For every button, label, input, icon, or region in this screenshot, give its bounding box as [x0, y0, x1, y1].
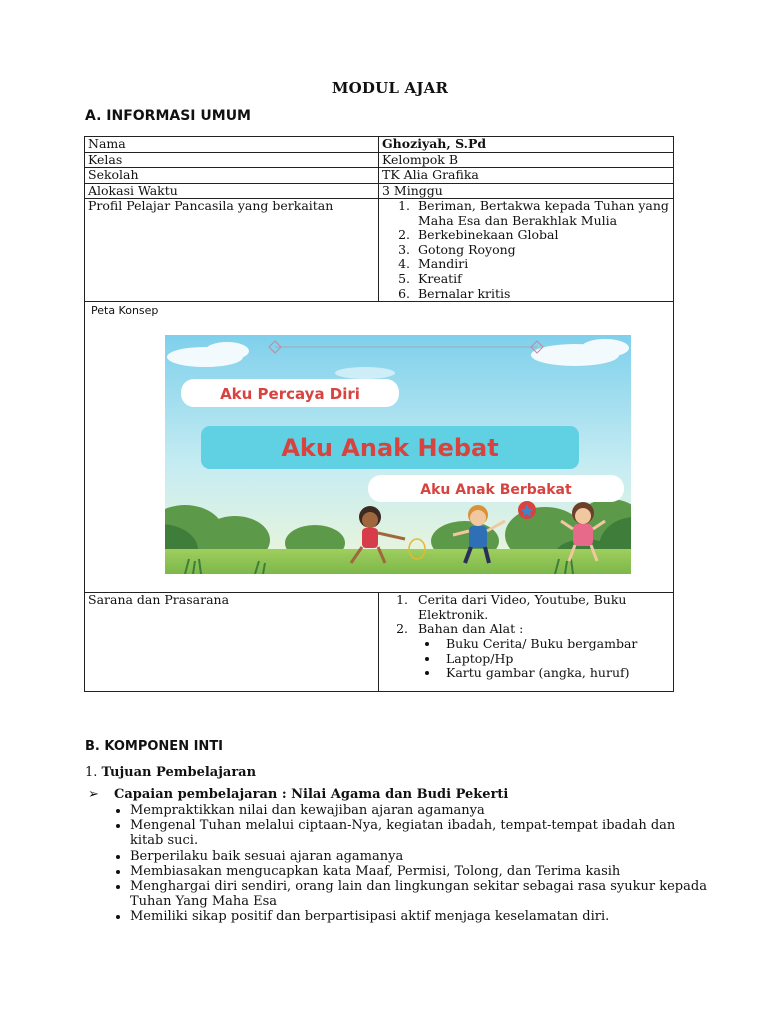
peta-konsep-cell: [85, 302, 674, 593]
list-item: • Menghargai diri sendiri, orang lain dan lingkungan sekitar sebagai rasa syukur kepada Tuhan Yang Maha Esa: [130, 879, 710, 909]
list-item: • Membiasakan mengucapkan kata Maaf, Permisi, Tolong, dan Terima kasih: [130, 864, 710, 879]
list-item: [412, 622, 670, 680]
kelas-label: Kelas: [85, 152, 379, 168]
list-item: • Berperilaku baik sesuai ajaran agamanya: [130, 849, 710, 864]
sarana-label: Sarana dan Prasarana: [85, 593, 379, 692]
list-item: • Memiliki sikap positif dan berpartisipasi aktif menjaga keselamatan diri.: [130, 909, 710, 924]
sarana-list: [382, 593, 670, 681]
profil-label: Profil Pelajar Pancasila yang berkaitan: [85, 199, 379, 302]
list-item: • Laptop/Hp: [440, 652, 670, 667]
table-row: [85, 168, 674, 184]
section-a-heading: A. INFORMASI UMUM: [85, 108, 251, 124]
list-item: 3. Gotong Royong: [414, 243, 670, 258]
tujuan-label: Tujuan Pembelajaran: [101, 765, 257, 780]
sarana-item: Cerita dari Video, Youtube, Buku Elektronik.: [418, 592, 627, 622]
arrow-bullet-icon: ➢: [88, 787, 99, 802]
list-item: [412, 593, 670, 622]
info-table: [84, 136, 674, 692]
capaian-bullet-list: [104, 803, 710, 925]
list-item: • Kartu gambar (angka, huruf): [440, 666, 670, 681]
capaian-text: Capaian pembelajaran : Nilai Agama dan Budi Pekerti: [114, 787, 509, 802]
peta-konsep-label: Peta Konsep: [91, 304, 159, 318]
table-row: [85, 183, 674, 199]
list-item: 2. Berkebinekaan Global: [414, 228, 670, 243]
list-item: 6. Bernalar kritis: [414, 287, 670, 302]
table-row: [85, 152, 674, 168]
list-item: 1. Beriman, Bertakwa kepada Tuhan yang Maha Esa dan Berakhlak Mulia: [414, 199, 670, 228]
sarana-item: Bahan dan Alat :: [418, 621, 524, 637]
nama-label: Nama: [85, 137, 379, 153]
list-item: 5. Kreatif: [414, 272, 670, 287]
alokasi-value: 3 Minggu: [379, 183, 674, 199]
banner-top-text: Aku Percaya Diri: [220, 385, 360, 404]
sekolah-value: TK Alia Grafika: [379, 168, 674, 184]
list-item: • Mempraktikkan nilai dan kewajiban ajaran agamanya: [130, 803, 710, 818]
tujuan-heading: [85, 765, 256, 780]
alokasi-label: Alokasi Waktu: [85, 183, 379, 199]
banner-bottom-text: Aku Anak Berbakat: [420, 482, 572, 499]
profil-cell: [379, 199, 674, 302]
sarana-cell: [379, 593, 674, 692]
table-row: [85, 137, 674, 153]
sekolah-label: Sekolah: [85, 168, 379, 184]
list-item: • Buku Cerita/ Buku bergambar: [440, 637, 670, 652]
table-row: [85, 302, 674, 593]
nama-value: Ghoziyah, S.Pd: [379, 137, 674, 153]
concept-banner-image: [165, 335, 631, 574]
tujuan-number: 1.: [85, 765, 98, 780]
page-title: MODUL AJAR: [331, 79, 449, 97]
profil-list: [382, 199, 670, 301]
banner-main-text: Aku Anak Hebat: [281, 434, 499, 463]
kelas-value: Kelompok B: [379, 152, 674, 168]
sarana-sublist: [418, 637, 670, 681]
list-item: • Mengenal Tuhan melalui ciptaan-Nya, kegiatan ibadah, tempat-tempat ibadah dan kitab suci.: [130, 818, 710, 848]
section-b-heading: B. KOMPONEN INTI: [85, 739, 224, 754]
table-row: [85, 593, 674, 692]
list-item: 4. Mandiri: [414, 257, 670, 272]
table-row: [85, 199, 674, 302]
capaian-heading: [88, 787, 508, 802]
